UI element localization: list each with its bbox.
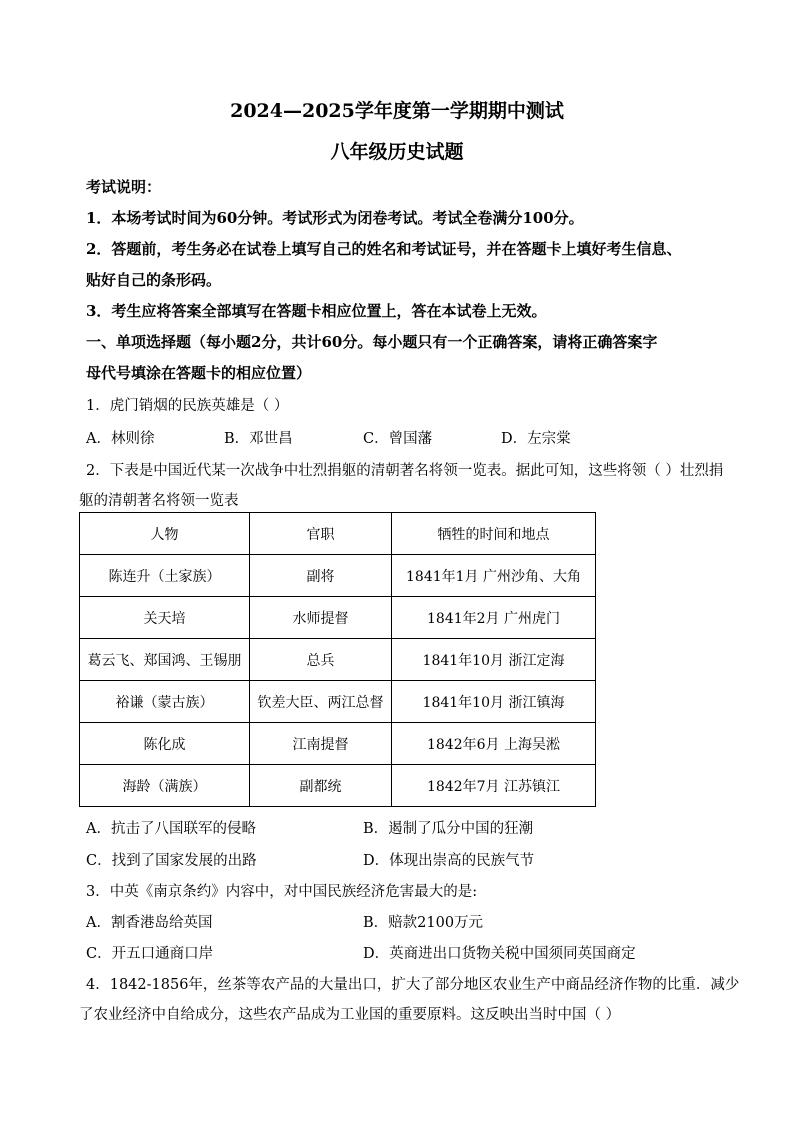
q3-option-c: C．开五口通商口岸: [86, 946, 214, 962]
table-cell: 葛云飞、郑国鸿、王锡朋: [80, 639, 250, 681]
table-cell: 关天培: [80, 597, 250, 639]
table-cell: 水师提督: [250, 597, 392, 639]
table-row: [80, 765, 596, 807]
table-cell: 钦差大臣、两江总督: [250, 681, 392, 723]
generals-table: [79, 512, 596, 807]
table-cell: 江南提督: [250, 723, 392, 765]
q1-option-b: B．邓世昌: [224, 431, 293, 447]
table-row: [80, 555, 596, 597]
table-cell: 副将: [250, 555, 392, 597]
table-header-cell: 官职: [250, 513, 392, 555]
table-row: [80, 597, 596, 639]
table-cell: 1842年6月 上海吴淞: [392, 723, 596, 765]
q1-option-d: D．左宗棠: [501, 431, 571, 447]
question-4-stem: 4．1842-1856年，丝茶等农产品的大量出口，扩大了部分地区农业生产中商品经济作物的比重．减少: [86, 977, 740, 993]
instruction-item-2-cont: 贴好自己的条形码。: [86, 271, 222, 289]
question-2-stem-cont: 躯的清朝著名将领一览表: [79, 493, 239, 509]
question-1-stem: 1．虎门销烟的民族英雄是（ ）: [86, 398, 289, 414]
q3-option-a: A．割香港岛给英国: [86, 915, 213, 931]
table-cell: 1842年7月 江苏镇江: [392, 765, 596, 807]
section-heading: 一、单项选择题（每小题2分，共计60分。每小题只有一个正确答案，请将正确答案字: [86, 333, 658, 351]
instruction-item-2: 2．答题前，考生务必在试卷上填写自己的姓名和考试证号，并在答题卡上填好考生信息、: [86, 240, 682, 258]
table-cell: 1841年10月 浙江定海: [392, 639, 596, 681]
table-header-cell: 牺牲的时间和地点: [392, 513, 596, 555]
q3-option-d: D．英商进出口货物关税中国须同英国商定: [363, 946, 636, 962]
table-cell: 1841年10月 浙江镇海: [392, 681, 596, 723]
table-cell: 海龄（满族）: [80, 765, 250, 807]
table-cell: 1841年2月 广州虎门: [392, 597, 596, 639]
table-row: [80, 681, 596, 723]
table-header-row: [80, 513, 596, 555]
table-cell: 副都统: [250, 765, 392, 807]
instructions-heading: 考试说明：: [86, 178, 162, 196]
table-cell: 陈连升（土家族）: [80, 555, 250, 597]
q2-option-a: A．抗击了八国联军的侵略: [86, 821, 256, 837]
instruction-item-3: 3．考生应将答案全部填写在答题卡相应位置上，答在本试卷上无效。: [86, 302, 547, 320]
table-cell: 总兵: [250, 639, 392, 681]
table-cell: 裕谦（蒙古族）: [80, 681, 250, 723]
question-3-stem: 3．中英《南京条约》内容中，对中国民族经济危害最大的是:: [86, 884, 478, 900]
instruction-item-1: 1．本场考试时间为60分钟。考试形式为闭卷考试。考试全卷满分100分。: [86, 209, 584, 227]
q3-option-b: B．赔款2100万元: [363, 915, 484, 931]
section-heading-cont: 母代号填涂在答题卡的相应位置）: [86, 364, 312, 382]
q2-option-d: D．体现出崇高的民族气节: [363, 853, 535, 869]
table-row: [80, 639, 596, 681]
q2-option-b: B．遏制了瓜分中国的狂潮: [363, 821, 534, 837]
table-header-cell: 人物: [80, 513, 250, 555]
q1-option-a: A．林则徐: [86, 431, 155, 447]
table-cell: 陈化成: [80, 723, 250, 765]
table-row: [80, 723, 596, 765]
exam-subtitle: 八年级历史试题: [330, 141, 464, 163]
exam-title: 2024—2025学年度第一学期期中测试: [230, 100, 564, 122]
question-4-stem-cont: 了农业经济中自给成分，这些农产品成为工业国的重要原料。这反映出当时中国（ ）: [79, 1007, 621, 1023]
q1-option-c: C．曾国藩: [363, 431, 433, 447]
table-cell: 1841年1月 广州沙角、大角: [392, 555, 596, 597]
q2-option-c: C．找到了国家发展的出路: [86, 853, 257, 869]
question-2-stem: 2．下表是中国近代某一次战争中壮烈捐躯的清朝著名将领一览表。据此可知，这些将领（ ）壮烈捐: [86, 463, 724, 479]
